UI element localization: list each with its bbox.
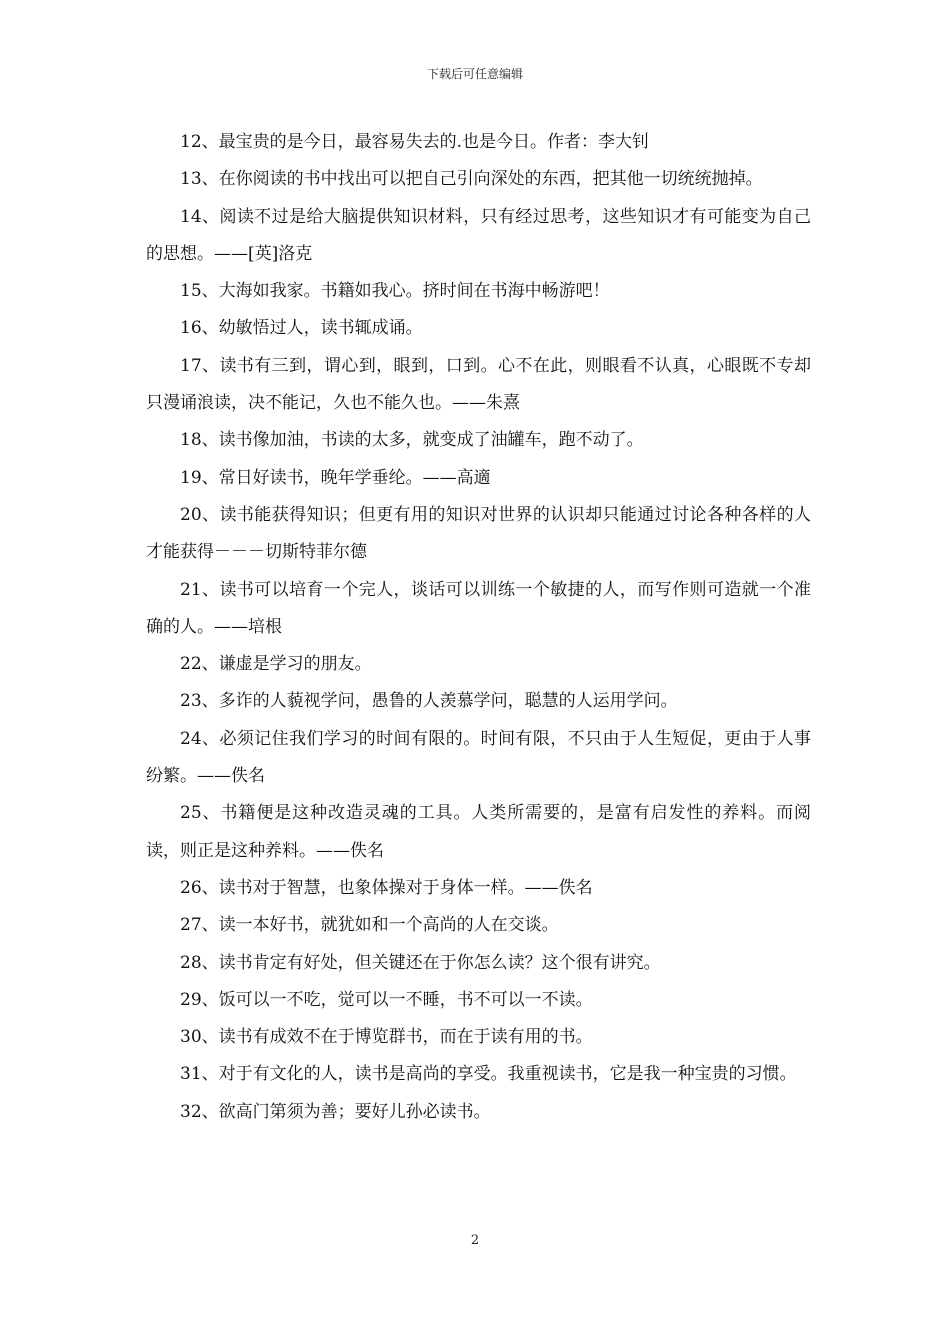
quote-paragraph: 23、多诈的人藐视学问，愚鲁的人羡慕学问，聪慧的人运用学问。 <box>180 691 678 712</box>
quote-paragraph: 24、必须记住我们学习的时间有限的。时间有限，不只由于人生短促，更由于人事纷繁。——佚名 <box>146 728 811 787</box>
quote-paragraph: 27、读一本好书，就犹如和一个高尚的人在交谈。 <box>180 915 559 936</box>
quote-paragraph: 21、读书可以培育一个完人，谈话可以训练一个敏捷的人，而写作则可造就一个准确的人。——培根 <box>146 579 811 637</box>
page-number: 2 <box>470 1233 480 1248</box>
quote-paragraph: 12、最宝贵的是今日，最容易失去的.也是今日。作者：李大钊 <box>180 132 650 152</box>
quote-paragraph: 20、读书能获得知识；但更有用的知识对世界的认识却只能通过讨论各种各样的人才能获得－－－切斯特菲尔德 <box>146 504 811 563</box>
quote-paragraph: 31、对于有文化的人，读书是高尚的享受。我重视读书，它是我一种宝贵的习惯。 <box>180 1064 797 1085</box>
quote-paragraph: 15、大海如我家。书籍如我心。挤时间在书海中畅游吧！ <box>180 281 610 302</box>
quote-paragraph: 28、读书肯定有好处，但关键还在于你怎么读？这个很有讲究。 <box>180 952 661 973</box>
quote-paragraph: 17、读书有三到，谓心到，眼到，口到。心不在此，则眼看不认真，心眼既不专却只漫诵浪读，决不能记，久也不能久也。——朱熹 <box>146 355 811 414</box>
quote-paragraph: 13、在你阅读的书中找出可以把自己引向深处的东西，把其他一切统统抛掉。 <box>180 169 763 190</box>
quote-paragraph: 26、读书对于智慧，也象体操对于身体一样。——佚名 <box>180 877 593 898</box>
quote-paragraph: 30、读书有成效不在于博览群书，而在于读有用的书。 <box>180 1027 593 1048</box>
quote-paragraph: 32、欲高门第须为善；要好儿孙必读书。 <box>180 1101 491 1122</box>
page-header: 下载后可任意编辑 <box>426 67 523 81</box>
quote-paragraph: 29、饭可以一不吃，觉可以一不睡，书不可以一不读。 <box>180 989 593 1010</box>
quote-paragraph: 16、幼敏悟过人，读书辄成诵。 <box>180 318 423 339</box>
quote-paragraph: 18、读书像加油，书读的太多，就变成了油罐车，跑不动了。 <box>180 430 644 451</box>
quote-paragraph: 19、常日好读书，晚年学垂纶。——高適 <box>180 467 491 488</box>
quote-paragraph: 22、谦虚是学习的朋友。 <box>180 654 372 675</box>
quote-paragraph: 14、阅读不过是给大脑提供知识材料，只有经过思考，这些知识才有可能变为自己的思想。——[英]洛克 <box>146 206 811 264</box>
quote-paragraph: 25、书籍便是这种改造灵魂的工具。人类所需要的，是富有启发性的养料。而阅读，则正是这种养料。——佚名 <box>146 803 811 861</box>
document-body <box>146 124 811 1131</box>
